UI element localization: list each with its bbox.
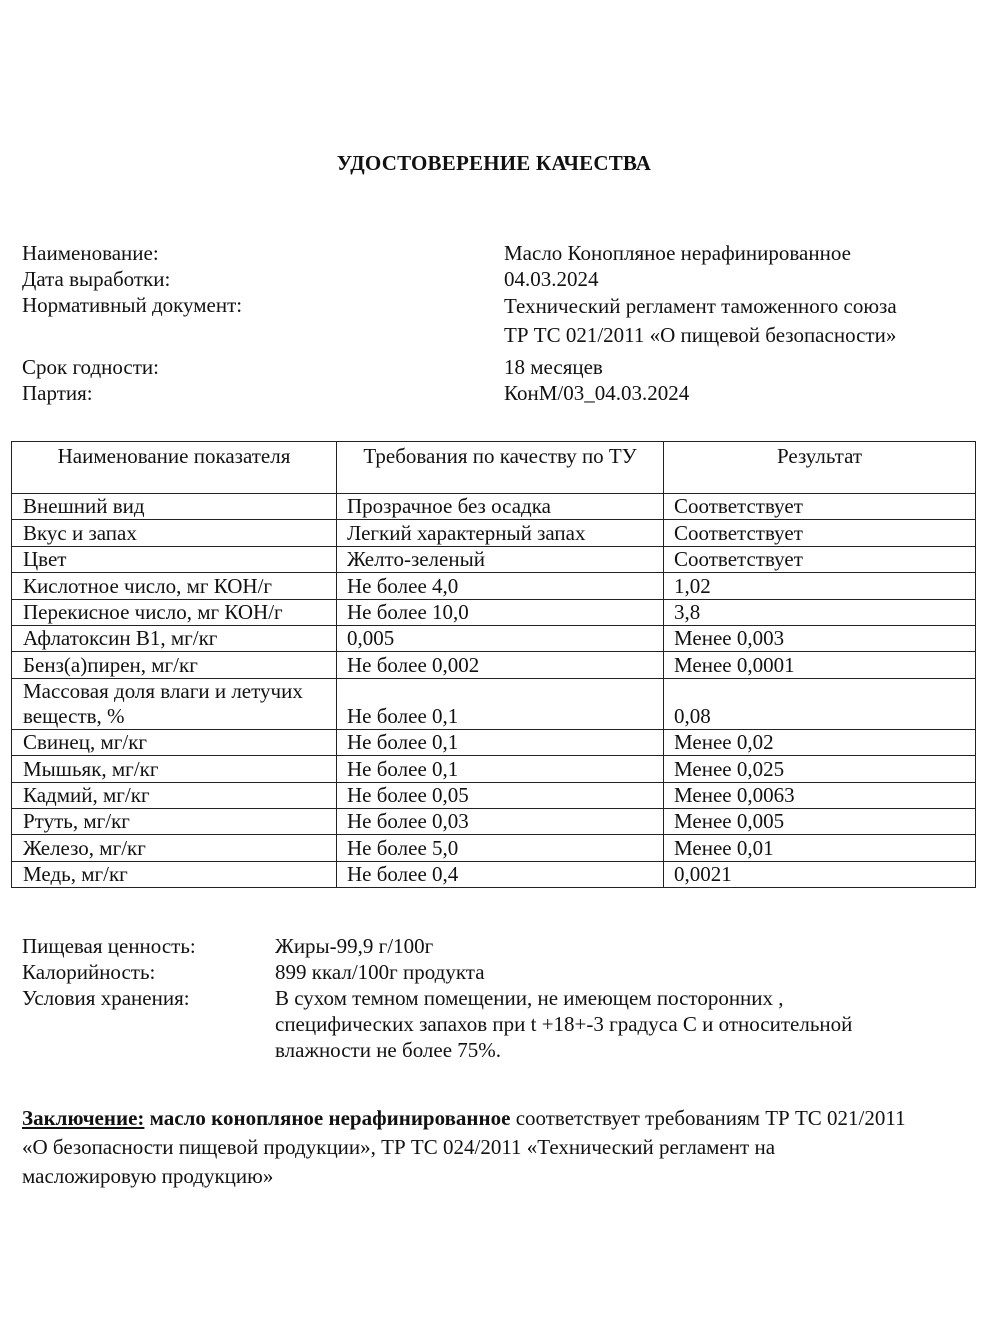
info-label: Срок годности: xyxy=(22,355,159,379)
table-row xyxy=(12,625,976,651)
table-cell: 0,08 xyxy=(664,678,976,729)
table-cell: Менее 0,003 xyxy=(664,625,976,651)
nutrition-value: Жиры-99,9 г/100г xyxy=(275,934,434,958)
info-row-date xyxy=(22,266,982,292)
nutrition-row xyxy=(22,933,982,959)
nutrition-value-line: специфических запахов при t +18+-3 градуса С и относительной xyxy=(275,1012,853,1036)
table-row xyxy=(12,861,976,887)
nutrition-value-line: влажности не более 75%. xyxy=(275,1038,502,1062)
conclusion-line: «О безопасности пищевой продукции», ТР ТС 024/2011 «Технический регламент на xyxy=(22,1135,776,1159)
table-row xyxy=(12,546,976,572)
table-cell: Менее 0,02 xyxy=(664,729,976,755)
table-cell: Менее 0,005 xyxy=(664,808,976,834)
table-cell: Соответствует xyxy=(664,520,976,546)
table-cell: Менее 0,025 xyxy=(664,756,976,782)
info-label: Нормативный документ: xyxy=(22,293,243,317)
table-row xyxy=(12,573,976,599)
table-cell: 0,005 xyxy=(337,625,664,651)
table-cell: Не более 0,1 xyxy=(337,729,664,755)
table-cell: Медь, мг/кг xyxy=(12,861,337,887)
info-row-name xyxy=(22,240,982,266)
info-value xyxy=(504,292,982,350)
table-cell-line: веществ, % xyxy=(23,703,125,728)
table-cell: Внешний вид xyxy=(12,494,337,520)
table-cell: Не более 5,0 xyxy=(337,835,664,861)
conclusion xyxy=(22,1104,972,1191)
table-cell: Менее 0,0001 xyxy=(664,652,976,678)
table-cell xyxy=(12,678,337,729)
nutrition-row xyxy=(22,985,982,1063)
table-cell: Соответствует xyxy=(664,546,976,572)
nutrition-value xyxy=(275,985,982,1063)
table-cell: Не более 0,002 xyxy=(337,652,664,678)
table-row xyxy=(12,782,976,808)
conclusion-line: масложировую продукцию» xyxy=(22,1164,274,1188)
table-cell: Не более 0,1 xyxy=(337,678,664,729)
info-value: Масло Конопляное нерафинированное xyxy=(504,241,851,265)
table-cell: Перекисное число, мг КОН/г xyxy=(12,599,337,625)
table-cell: Ртуть, мг/кг xyxy=(12,808,337,834)
info-value: 04.03.2024 xyxy=(504,267,599,291)
nutrition-label: Пищевая ценность: xyxy=(22,934,196,958)
table-cell-line: Массовая доля влаги и летучих xyxy=(23,678,303,703)
info-value: КонМ/03_04.03.2024 xyxy=(504,381,690,405)
conclusion-product: масло конопляное нерафинированное xyxy=(149,1106,511,1130)
conclusion-text: соответствует требованиям ТР ТС 021/2011 xyxy=(515,1106,906,1130)
nutrition-row xyxy=(22,959,982,985)
info-row-normative xyxy=(22,292,982,350)
table-row xyxy=(12,494,976,520)
table-cell: 0,0021 xyxy=(664,861,976,887)
table-cell: Бенз(а)пирен, мг/кг xyxy=(12,652,337,678)
table-cell: Вкус и запах xyxy=(12,520,337,546)
table-row xyxy=(12,678,976,729)
table-cell: Цвет xyxy=(12,546,337,572)
table-cell: 1,02 xyxy=(664,573,976,599)
table-cell: Кислотное число, мг КОН/г xyxy=(12,573,337,599)
table-cell: Афлатоксин В1, мг/кг xyxy=(12,625,337,651)
table-cell: Желто-зеленый xyxy=(337,546,664,572)
product-info xyxy=(22,240,982,406)
info-value-line: Технический регламент таможенного союза xyxy=(504,294,897,318)
info-label: Партия: xyxy=(22,381,93,405)
column-header: Результат xyxy=(664,442,976,494)
table-cell: Свинец, мг/кг xyxy=(12,729,337,755)
table-cell: Не более 0,4 xyxy=(337,861,664,887)
table-cell: Не более 0,05 xyxy=(337,782,664,808)
info-row-shelf-life xyxy=(22,354,982,380)
table-cell: Менее 0,01 xyxy=(664,835,976,861)
nutrition-info xyxy=(22,933,982,1063)
table-cell: Не более 0,03 xyxy=(337,808,664,834)
quality-table xyxy=(11,441,976,888)
nutrition-value: 899 ккал/100г продукта xyxy=(275,960,485,984)
table-row xyxy=(12,835,976,861)
table-cell: Железо, мг/кг xyxy=(12,835,337,861)
info-label: Дата выработки: xyxy=(22,267,171,291)
table-cell: Соответствует xyxy=(664,494,976,520)
table-cell: Не более 10,0 xyxy=(337,599,664,625)
table-cell: 3,8 xyxy=(664,599,976,625)
info-value-line: ТР ТС 021/2011 «О пищевой безопасности» xyxy=(504,323,897,347)
table-cell: Мышьяк, мг/кг xyxy=(12,756,337,782)
table-row xyxy=(12,729,976,755)
table-cell: Менее 0,0063 xyxy=(664,782,976,808)
info-row-batch xyxy=(22,380,982,406)
table-cell: Легкий характерный запах xyxy=(337,520,664,546)
column-header: Требования по качеству по ТУ xyxy=(337,442,664,494)
table-cell: Не более 4,0 xyxy=(337,573,664,599)
table-cell: Прозрачное без осадка xyxy=(337,494,664,520)
table-row xyxy=(12,599,976,625)
table-header-row xyxy=(12,442,976,494)
nutrition-label: Условия хранения: xyxy=(22,986,190,1010)
nutrition-value-line: В сухом темном помещении, не имеющем посторонних , xyxy=(275,986,784,1010)
info-value: 18 месяцев xyxy=(504,355,603,379)
table-row xyxy=(12,808,976,834)
document-title: УДОСТОВЕРЕНИЕ КАЧЕСТВА xyxy=(336,151,652,175)
table-cell: Кадмий, мг/кг xyxy=(12,782,337,808)
table-row xyxy=(12,520,976,546)
column-header: Наименование показателя xyxy=(12,442,337,494)
table-row xyxy=(12,756,976,782)
nutrition-label: Калорийность: xyxy=(22,960,156,984)
table-cell: Не более 0,1 xyxy=(337,756,664,782)
table-row xyxy=(12,652,976,678)
info-label: Наименование: xyxy=(22,241,159,265)
conclusion-heading: Заключение: xyxy=(22,1106,145,1130)
